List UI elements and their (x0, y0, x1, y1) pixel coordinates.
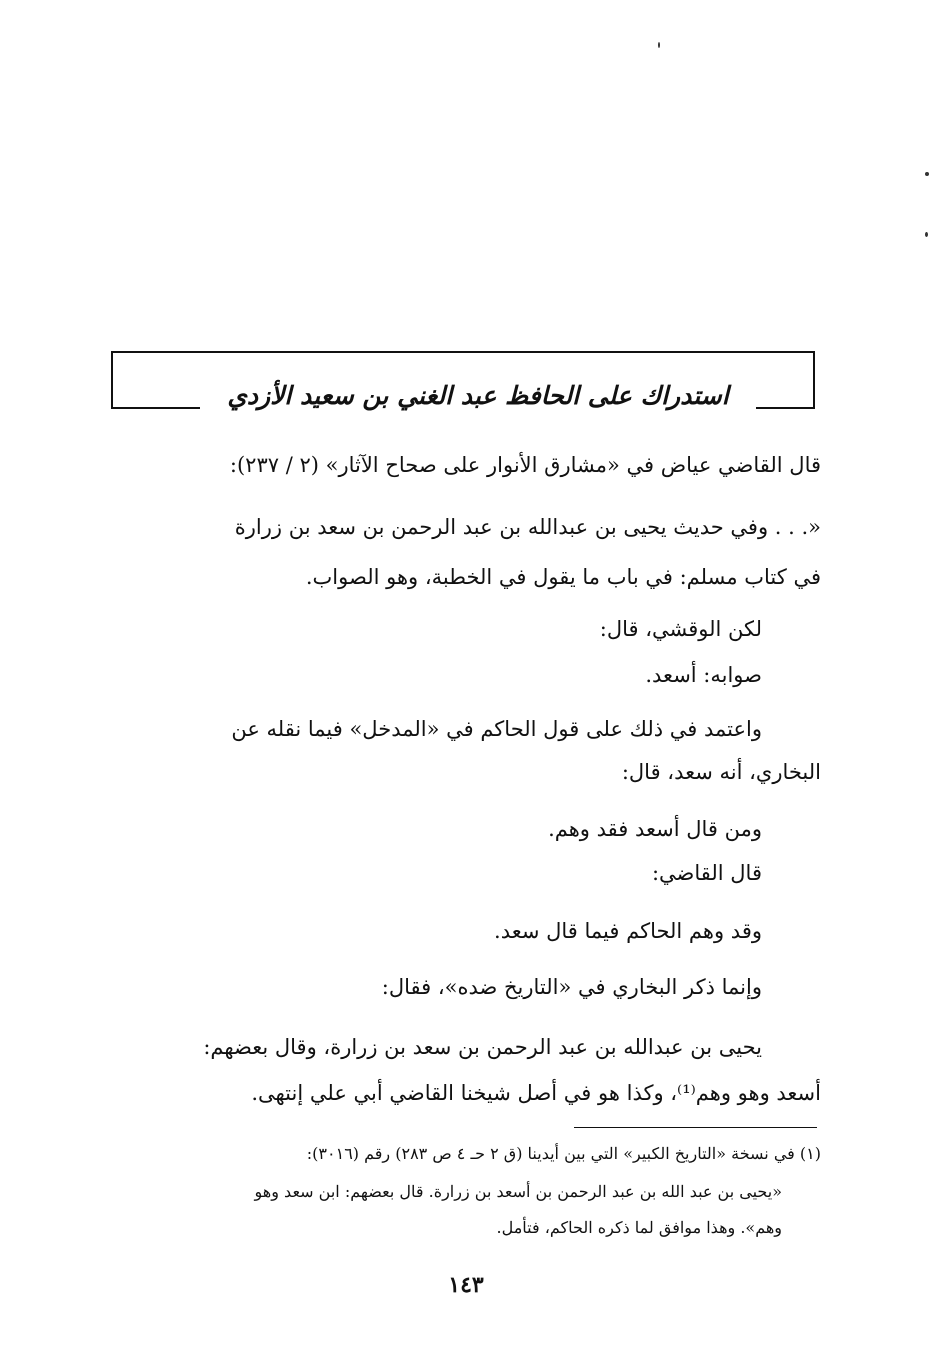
section-heading: استدراك على الحافظ عبد الغني بن سعيد الأزدي (200, 376, 756, 416)
quote-line-1: «. . . وفي حديث يحيى بن عبدالله بن عبد الرحمن بن سعد بن زرارة (234, 515, 821, 539)
scan-speck (658, 42, 660, 48)
page-number: ١٤٣ (448, 1272, 484, 1298)
scan-speck (925, 172, 929, 176)
waman-line: ومن قال أسعد فقد وهم. (548, 817, 762, 841)
footnote-line-2: «يحيى بن عبد الله بن عبد الرحمن بن أسعد بن زرارة. قال بعضهم: ابن سعد وهو (254, 1182, 782, 1201)
footnote-line-1: (١) في نسخة «التاريخ الكبير» التي بين أيدينا (ق ٢ حـ ٤ ص ٢٨٣) رقم (٣٠١٦): (306, 1144, 821, 1163)
yahya-line-1: يحيى بن عبدالله بن عبد الرحمن بن سعد بن زرارة، وقال بعضهم: (203, 1035, 762, 1059)
yahya-line-2: أسعد وهو وهم⁽¹⁾، وكذا هو في أصل شيخنا القاضي أبي علي إنتهى. (251, 1081, 821, 1105)
sawabuh-line: صوابه: أسعد. (645, 663, 762, 687)
innama-line: وإنما ذكر البخاري في «التاريخ ضده»، فقال: (381, 975, 762, 999)
scan-speck (925, 232, 928, 237)
waqshi-line: لكن الوقشي، قال: (599, 617, 762, 641)
intro-line: قال القاضي عياض في «مشارق الأنوار على صحاح الآثار» (٢ / ٢٣٧): (229, 453, 821, 477)
qadi-line: قال القاضي: (651, 861, 762, 885)
footnote-line-3: وهم». وهذا موافق لما ذكره الحاكم، فتأمل. (496, 1218, 782, 1237)
wahm-line: وقد وهم الحاكم فيما قال سعد. (494, 919, 762, 943)
quote-line-2: في كتاب مسلم: في باب ما يقول في الخطبة، وهو الصواب. (305, 565, 821, 589)
footnote-separator (574, 1127, 817, 1128)
itamad-line-2: البخاري، أنه سعد، قال: (621, 760, 821, 784)
itamad-line-1: واعتمد في ذلك على قول الحاكم في «المدخل» فيما نقله عن (231, 717, 762, 741)
